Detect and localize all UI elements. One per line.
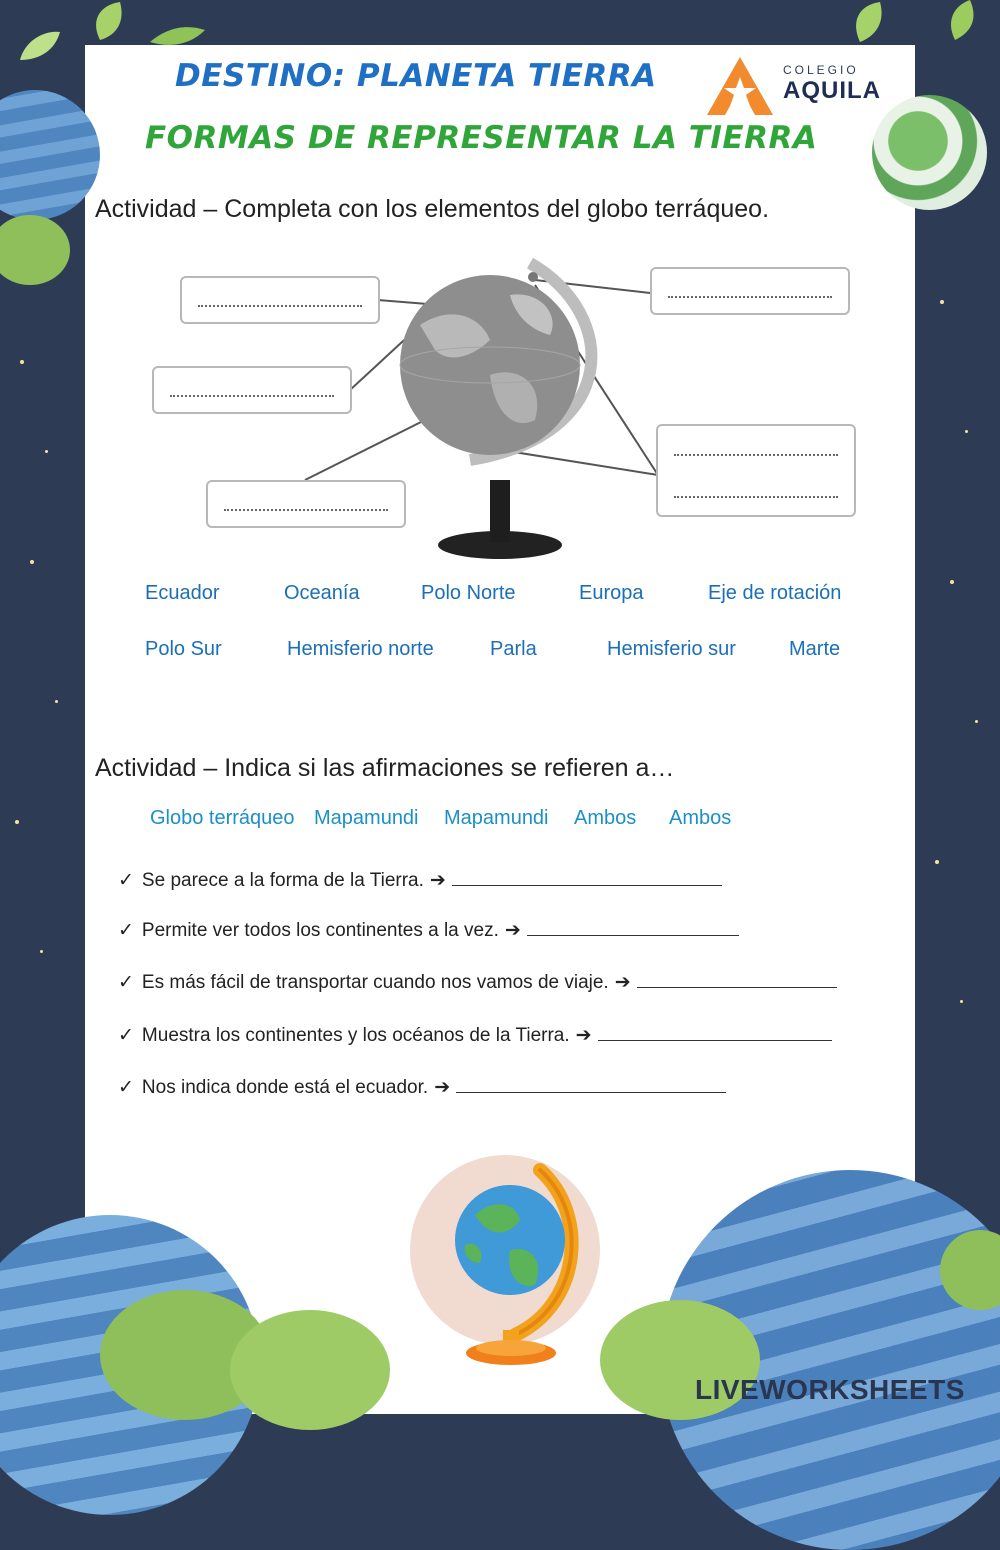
- arrow-icon: ➔: [434, 1077, 451, 1098]
- word-item[interactable]: Hemisferio sur: [607, 638, 736, 660]
- answer-line[interactable]: [637, 971, 837, 988]
- globe-cartoon-icon: [405, 1145, 615, 1370]
- answer-line[interactable]: [452, 869, 722, 886]
- answer-box-3[interactable]: [206, 480, 406, 528]
- answer-box-2[interactable]: [152, 366, 352, 414]
- word-item[interactable]: Polo Norte: [421, 582, 516, 604]
- page-subtitle: FORMAS DE REPRESENTAR LA TIERRA: [145, 120, 818, 156]
- option-item[interactable]: Mapamundi: [444, 807, 549, 829]
- word-item[interactable]: Marte: [789, 638, 841, 660]
- arrow-icon: ➔: [504, 920, 521, 941]
- check-icon: ✓: [118, 1077, 134, 1098]
- logo-text-small: COLEGIO: [783, 63, 859, 77]
- leaf-decoration: [0, 0, 1000, 60]
- arrow-icon: ➔: [614, 972, 631, 993]
- school-logo: [705, 55, 895, 120]
- page-title: DESTINO: PLANETA TIERRA: [175, 58, 657, 94]
- statement-text: Nos indica donde está el ecuador.: [141, 1077, 429, 1098]
- statement-text: Permite ver todos los continentes a la vez.: [141, 920, 499, 941]
- word-item[interactable]: Polo Sur: [145, 638, 222, 660]
- bush-decoration: [230, 1310, 390, 1430]
- check-icon: ✓: [118, 972, 134, 993]
- statement-row: [118, 919, 739, 942]
- statement-row: [118, 1076, 726, 1099]
- answer-line[interactable]: [456, 1076, 726, 1093]
- answer-line[interactable]: [527, 919, 739, 936]
- statement-text: Es más fácil de transportar cuando nos vamos de viaje.: [141, 972, 609, 993]
- word-item[interactable]: Ecuador: [145, 582, 220, 604]
- logo-star-icon: [705, 55, 775, 117]
- check-icon: ✓: [118, 870, 134, 891]
- word-item[interactable]: Parla: [490, 638, 537, 660]
- arrow-icon: ➔: [575, 1025, 592, 1046]
- statement-row: [118, 971, 837, 994]
- answer-box-5[interactable]: [656, 424, 856, 517]
- liveworksheets-watermark: LIVEWORKSHEETS: [695, 1374, 965, 1405]
- logo-text-big: AQUILA: [783, 77, 881, 104]
- statement-text: Muestra los continentes y los océanos de la Tierra.: [141, 1025, 570, 1046]
- word-item[interactable]: Europa: [579, 582, 644, 604]
- statement-row: [118, 1024, 832, 1047]
- word-item[interactable]: Hemisferio norte: [287, 638, 434, 660]
- word-item[interactable]: Eje de rotación: [708, 582, 842, 604]
- activity1-heading: Actividad – Completa con los elementos del globo terráqueo.: [95, 195, 770, 223]
- statement-row: [118, 869, 722, 892]
- arrow-icon: ➔: [429, 870, 446, 891]
- statement-text: Se parece a la forma de la Tierra.: [141, 870, 424, 891]
- check-icon: ✓: [118, 920, 134, 941]
- option-item[interactable]: Globo terráqueo: [150, 807, 295, 829]
- answer-box-4[interactable]: [650, 267, 850, 315]
- answer-box-1[interactable]: [180, 276, 380, 324]
- activity2-heading: Actividad – Indica si las afirmaciones se refieren a…: [95, 754, 675, 782]
- bush-decoration: [0, 215, 70, 285]
- option-item[interactable]: Ambos: [669, 807, 732, 829]
- check-icon: ✓: [118, 1025, 134, 1046]
- option-item[interactable]: Ambos: [574, 807, 637, 829]
- answer-line[interactable]: [598, 1024, 832, 1041]
- option-item[interactable]: Mapamundi: [314, 807, 419, 829]
- word-item[interactable]: Oceanía: [284, 582, 360, 604]
